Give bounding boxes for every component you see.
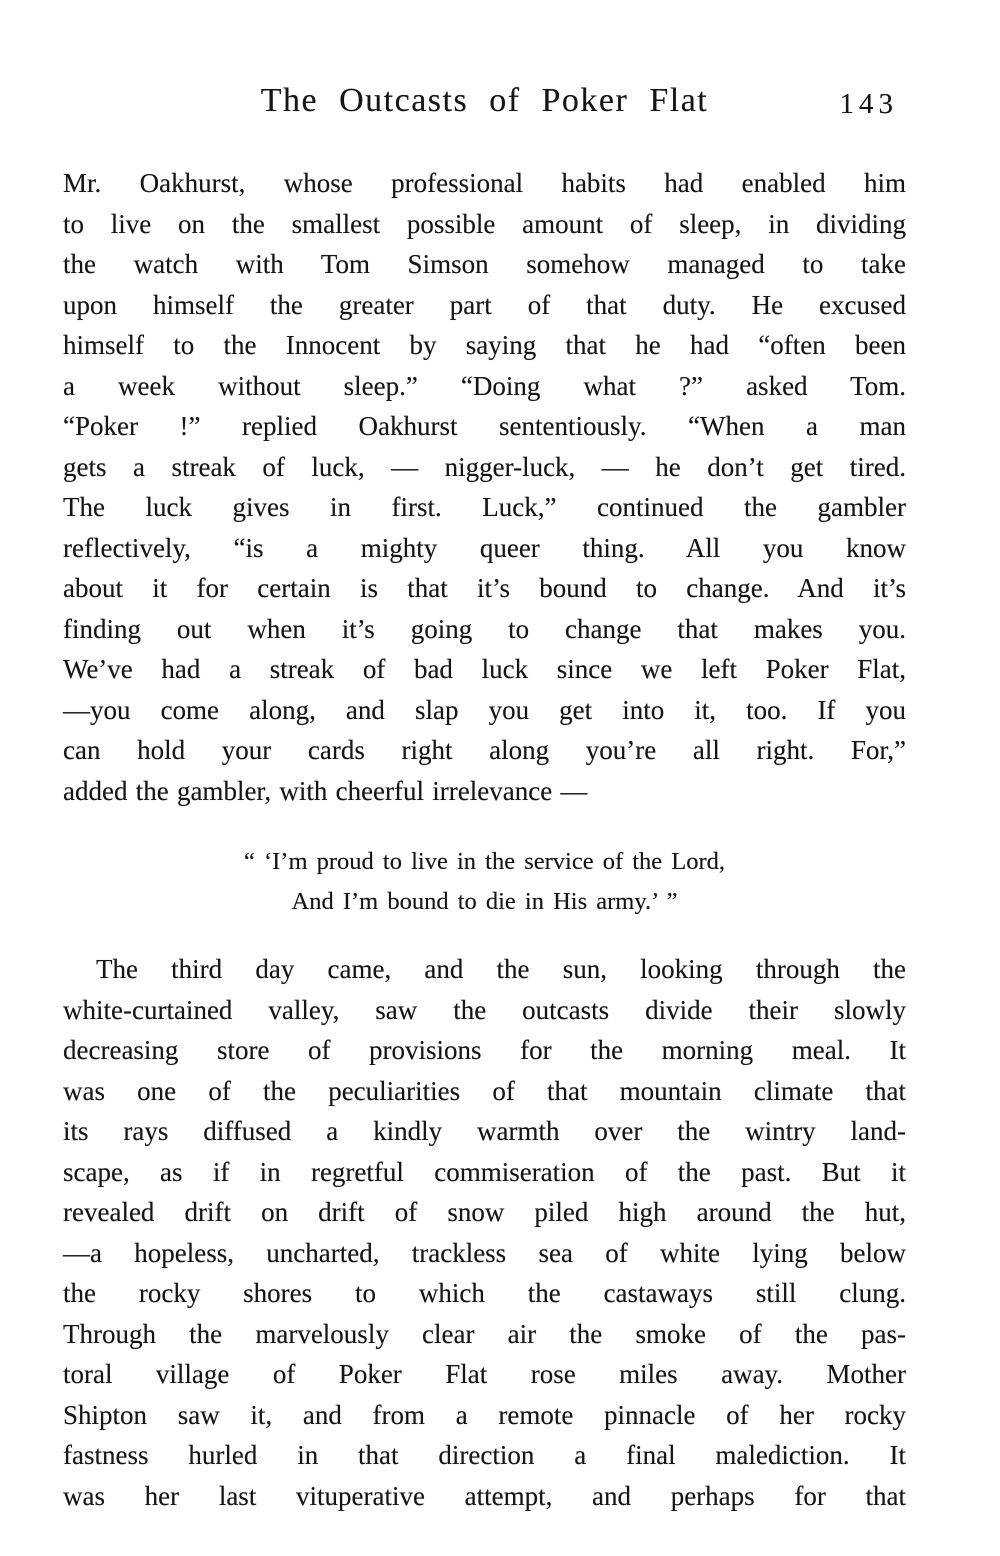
- text-line: The third day came, and the sun, looking through the: [96, 954, 906, 984]
- text-line: its rays diffused a kindly warmth over the wintry land-: [63, 1116, 906, 1146]
- running-title: The Outcasts of Poker Flat: [260, 82, 709, 119]
- body-text: [63, 163, 906, 1516]
- text-line: We’ve had a streak of bad luck since we left Poker Flat,: [63, 654, 906, 684]
- text-line: about it for certain is that it’s bound to change. And it’s: [63, 573, 906, 603]
- text-line: himself to the Innocent by saying that he had “often been: [63, 330, 906, 360]
- text-line: scape, as if in regretful commiseration of the past. But it: [63, 1156, 906, 1187]
- text-line: decreasing store of provisions for the morning meal. It: [63, 1035, 906, 1065]
- paragraph: [63, 949, 906, 1516]
- text-line: can hold your cards right along you’re all right. For,”: [63, 735, 906, 765]
- text-line: toral village of Poker Flat rose miles away. Mother: [63, 1359, 906, 1389]
- text-line: a week without sleep.” “Doing what ?” asked Tom.: [63, 370, 906, 401]
- text-line: to live on the smallest possible amount of sleep, in dividing: [63, 208, 906, 239]
- text-line: white-curtained valley, saw the outcasts divide their slowly: [63, 994, 906, 1025]
- text-line: finding out when it’s going to change that makes you.: [63, 613, 906, 644]
- text-line: —you come along, and slap you get into it, too. If you: [63, 694, 906, 725]
- text-line: added the gambler, with cheerful irrelevance —: [63, 775, 588, 806]
- text-line: was her last vituperative attempt, and perhaps for that: [63, 1480, 906, 1511]
- text-line: Mr. Oakhurst, whose professional habits had enabled him: [63, 168, 906, 198]
- text-line: the watch with Tom Simson somehow managed to take: [63, 249, 906, 279]
- text-line: was one of the peculiarities of that mountain climate that: [63, 1075, 906, 1106]
- text-line: reflectively, “is a mighty queer thing. All you know: [63, 532, 906, 563]
- text-line: Shipton saw it, and from a remote pinnacle of her rocky: [63, 1399, 906, 1430]
- text-line: revealed drift on drift of snow piled high around the hut,: [63, 1197, 906, 1227]
- text-line: The luck gives in first. Luck,” continued the gambler: [63, 492, 906, 522]
- text-line: fastness hurled in that direction a final malediction. It: [63, 1440, 906, 1470]
- text-line: Through the marvelously clear air the smoke of the pas-: [63, 1318, 906, 1349]
- verse-quote: [63, 842, 906, 922]
- page-number: 143: [839, 88, 898, 120]
- text-line: upon himself the greater part of that duty. He excused: [63, 289, 906, 320]
- text-line: the rocky shores to which the castaways still clung.: [63, 1278, 906, 1308]
- paragraph: [63, 163, 906, 811]
- text-line: gets a streak of luck, — nigger-luck, — he don’t get tired.: [63, 451, 906, 482]
- verse-line: And I’m bound to die in His army.’ ”: [291, 888, 678, 915]
- text-line: —a hopeless, uncharted, trackless sea of white lying below: [63, 1237, 906, 1268]
- verse-line: “ ‘I’m proud to live in the service of the Lord,: [243, 848, 726, 875]
- page-header: [63, 82, 906, 130]
- text-line: “Poker !” replied Oakhurst sententiously. “When a man: [63, 411, 906, 441]
